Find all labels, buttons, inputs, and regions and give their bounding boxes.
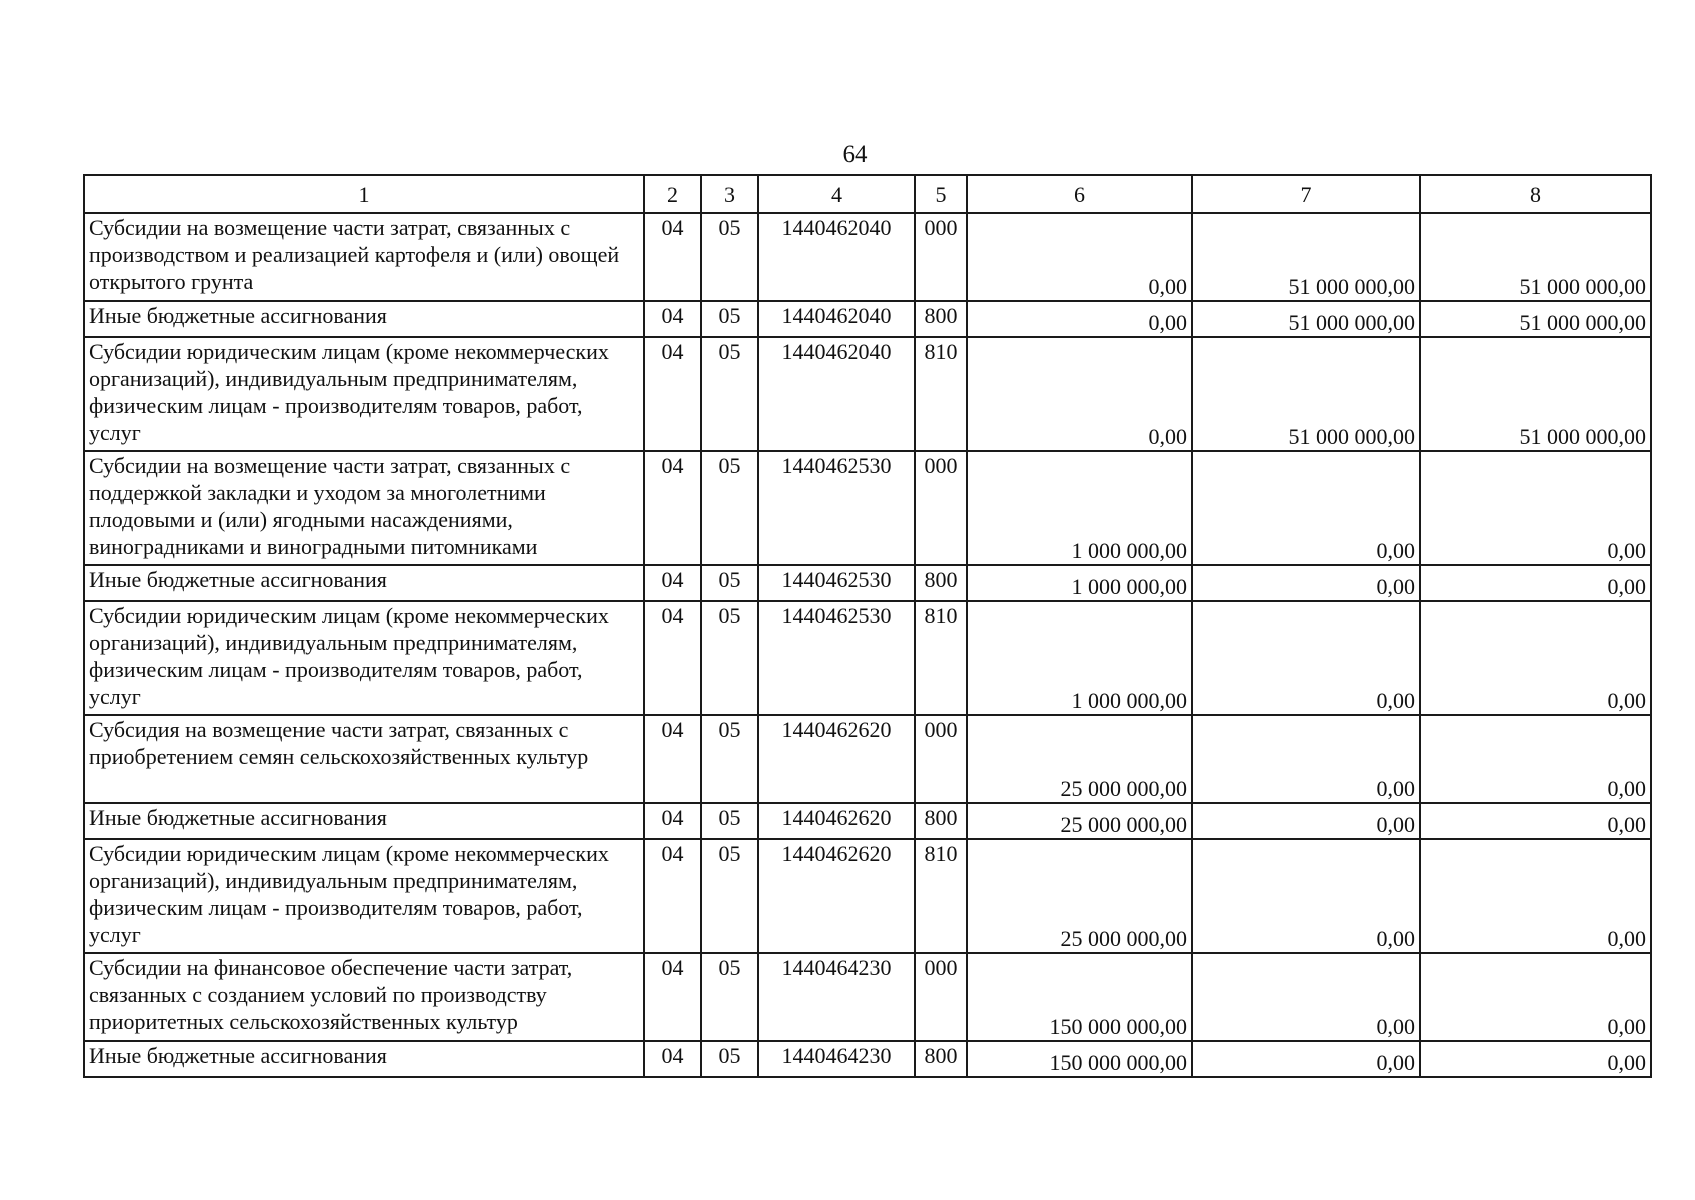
- amount-col8: 51 000 000,00: [1420, 337, 1651, 451]
- table-row: [84, 301, 1651, 337]
- table-row: [84, 565, 1651, 601]
- column-header: 4: [758, 175, 915, 213]
- amount-col7: 0,00: [1192, 715, 1420, 803]
- amount-col8: 0,00: [1420, 803, 1651, 839]
- amount-col6: 25 000 000,00: [967, 803, 1192, 839]
- column-header: 8: [1420, 175, 1651, 213]
- expense-type-code: 800: [915, 1041, 967, 1077]
- expense-type-code: 810: [915, 337, 967, 451]
- amount-col7: 0,00: [1192, 803, 1420, 839]
- target-article-code: 1440462040: [758, 213, 915, 301]
- subsection-code: 05: [701, 301, 758, 337]
- target-article-code: 1440464230: [758, 953, 915, 1041]
- amount-col8: 51 000 000,00: [1420, 301, 1651, 337]
- expense-type-code: 000: [915, 213, 967, 301]
- amount-col6: 1 000 000,00: [967, 451, 1192, 565]
- target-article-code: 1440462040: [758, 337, 915, 451]
- section-code: 04: [644, 601, 701, 715]
- budget-table: [83, 174, 1652, 1078]
- amount-col6: 25 000 000,00: [967, 715, 1192, 803]
- row-name: Иные бюджетные ассигнования: [84, 1041, 644, 1077]
- column-header: 7: [1192, 175, 1420, 213]
- table-header-row: [84, 175, 1651, 213]
- expense-type-code: 810: [915, 839, 967, 953]
- subsection-code: 05: [701, 601, 758, 715]
- amount-col6: 0,00: [967, 213, 1192, 301]
- amount-col8: 0,00: [1420, 451, 1651, 565]
- table-row: [84, 451, 1651, 565]
- amount-col7: 0,00: [1192, 451, 1420, 565]
- subsection-code: 05: [701, 803, 758, 839]
- section-code: 04: [644, 565, 701, 601]
- section-code: 04: [644, 337, 701, 451]
- subsection-code: 05: [701, 715, 758, 803]
- table-row: [84, 337, 1651, 451]
- table-row: [84, 839, 1651, 953]
- row-name: Субсидии на финансовое обеспечение части затрат, связанных с созданием условий по производству приоритетных сельскохозяйственных культур: [84, 953, 644, 1041]
- amount-col8: 0,00: [1420, 565, 1651, 601]
- amount-col7: 51 000 000,00: [1192, 213, 1420, 301]
- section-code: 04: [644, 451, 701, 565]
- target-article-code: 1440462620: [758, 803, 915, 839]
- target-article-code: 1440462530: [758, 565, 915, 601]
- amount-col6: 0,00: [967, 301, 1192, 337]
- subsection-code: 05: [701, 953, 758, 1041]
- expense-type-code: 000: [915, 953, 967, 1041]
- row-name: Субсидии на возмещение части затрат, связанных с производством и реализацией картофеля и (или) овощей открытого грунта: [84, 213, 644, 301]
- table-row: [84, 1041, 1651, 1077]
- amount-col7: 0,00: [1192, 839, 1420, 953]
- expense-type-code: 810: [915, 601, 967, 715]
- row-name: Иные бюджетные ассигнования: [84, 301, 644, 337]
- section-code: 04: [644, 1041, 701, 1077]
- row-name: Субсидия на возмещение части затрат, связанных с приобретением семян сельскохозяйственных культур: [84, 715, 644, 803]
- column-header: 5: [915, 175, 967, 213]
- section-code: 04: [644, 715, 701, 803]
- subsection-code: 05: [701, 839, 758, 953]
- amount-col7: 0,00: [1192, 601, 1420, 715]
- amount-col8: 0,00: [1420, 1041, 1651, 1077]
- amount-col7: 0,00: [1192, 565, 1420, 601]
- amount-col6: 25 000 000,00: [967, 839, 1192, 953]
- table-row: [84, 803, 1651, 839]
- row-name: Иные бюджетные ассигнования: [84, 803, 644, 839]
- target-article-code: 1440462530: [758, 451, 915, 565]
- target-article-code: 1440462530: [758, 601, 915, 715]
- table-row: [84, 715, 1651, 803]
- expense-type-code: 800: [915, 301, 967, 337]
- amount-col6: 1 000 000,00: [967, 601, 1192, 715]
- page-number: 64: [842, 141, 868, 168]
- target-article-code: 1440462040: [758, 301, 915, 337]
- column-header: 3: [701, 175, 758, 213]
- row-name: Субсидии на возмещение части затрат, связанных с поддержкой закладки и уходом за многолетними плодовыми и (или) ягодными насаждениями, виноградниками и виноградными питомниками: [84, 451, 644, 565]
- subsection-code: 05: [701, 451, 758, 565]
- amount-col6: 0,00: [967, 337, 1192, 451]
- table-row: [84, 213, 1651, 301]
- target-article-code: 1440464230: [758, 1041, 915, 1077]
- row-name: Иные бюджетные ассигнования: [84, 565, 644, 601]
- amount-col8: 51 000 000,00: [1420, 213, 1651, 301]
- target-article-code: 1440462620: [758, 839, 915, 953]
- amount-col6: 1 000 000,00: [967, 565, 1192, 601]
- subsection-code: 05: [701, 337, 758, 451]
- row-name: Субсидии юридическим лицам (кроме некоммерческих организаций), индивидуальным предпринимателям, физическим лицам - производителям товаров, работ, услуг: [84, 337, 644, 451]
- amount-col7: 51 000 000,00: [1192, 337, 1420, 451]
- amount-col6: 150 000 000,00: [967, 953, 1192, 1041]
- expense-type-code: 800: [915, 565, 967, 601]
- amount-col8: 0,00: [1420, 715, 1651, 803]
- section-code: 04: [644, 953, 701, 1041]
- column-header: 1: [84, 175, 644, 213]
- section-code: 04: [644, 839, 701, 953]
- table-row: [84, 601, 1651, 715]
- section-code: 04: [644, 213, 701, 301]
- subsection-code: 05: [701, 565, 758, 601]
- expense-type-code: 800: [915, 803, 967, 839]
- amount-col7: 51 000 000,00: [1192, 301, 1420, 337]
- expense-type-code: 000: [915, 451, 967, 565]
- subsection-code: 05: [701, 1041, 758, 1077]
- amount-col7: 0,00: [1192, 953, 1420, 1041]
- section-code: 04: [644, 301, 701, 337]
- section-code: 04: [644, 803, 701, 839]
- amount-col7: 0,00: [1192, 1041, 1420, 1077]
- row-name: Субсидии юридическим лицам (кроме некоммерческих организаций), индивидуальным предпринимателям, физическим лицам - производителям товаров, работ, услуг: [84, 839, 644, 953]
- table-row: [84, 953, 1651, 1041]
- row-name: Субсидии юридическим лицам (кроме некоммерческих организаций), индивидуальным предпринимателям, физическим лицам - производителям товаров, работ, услуг: [84, 601, 644, 715]
- amount-col8: 0,00: [1420, 601, 1651, 715]
- amount-col8: 0,00: [1420, 839, 1651, 953]
- column-header: 6: [967, 175, 1192, 213]
- column-header: 2: [644, 175, 701, 213]
- amount-col8: 0,00: [1420, 953, 1651, 1041]
- amount-col6: 150 000 000,00: [967, 1041, 1192, 1077]
- subsection-code: 05: [701, 213, 758, 301]
- expense-type-code: 000: [915, 715, 967, 803]
- target-article-code: 1440462620: [758, 715, 915, 803]
